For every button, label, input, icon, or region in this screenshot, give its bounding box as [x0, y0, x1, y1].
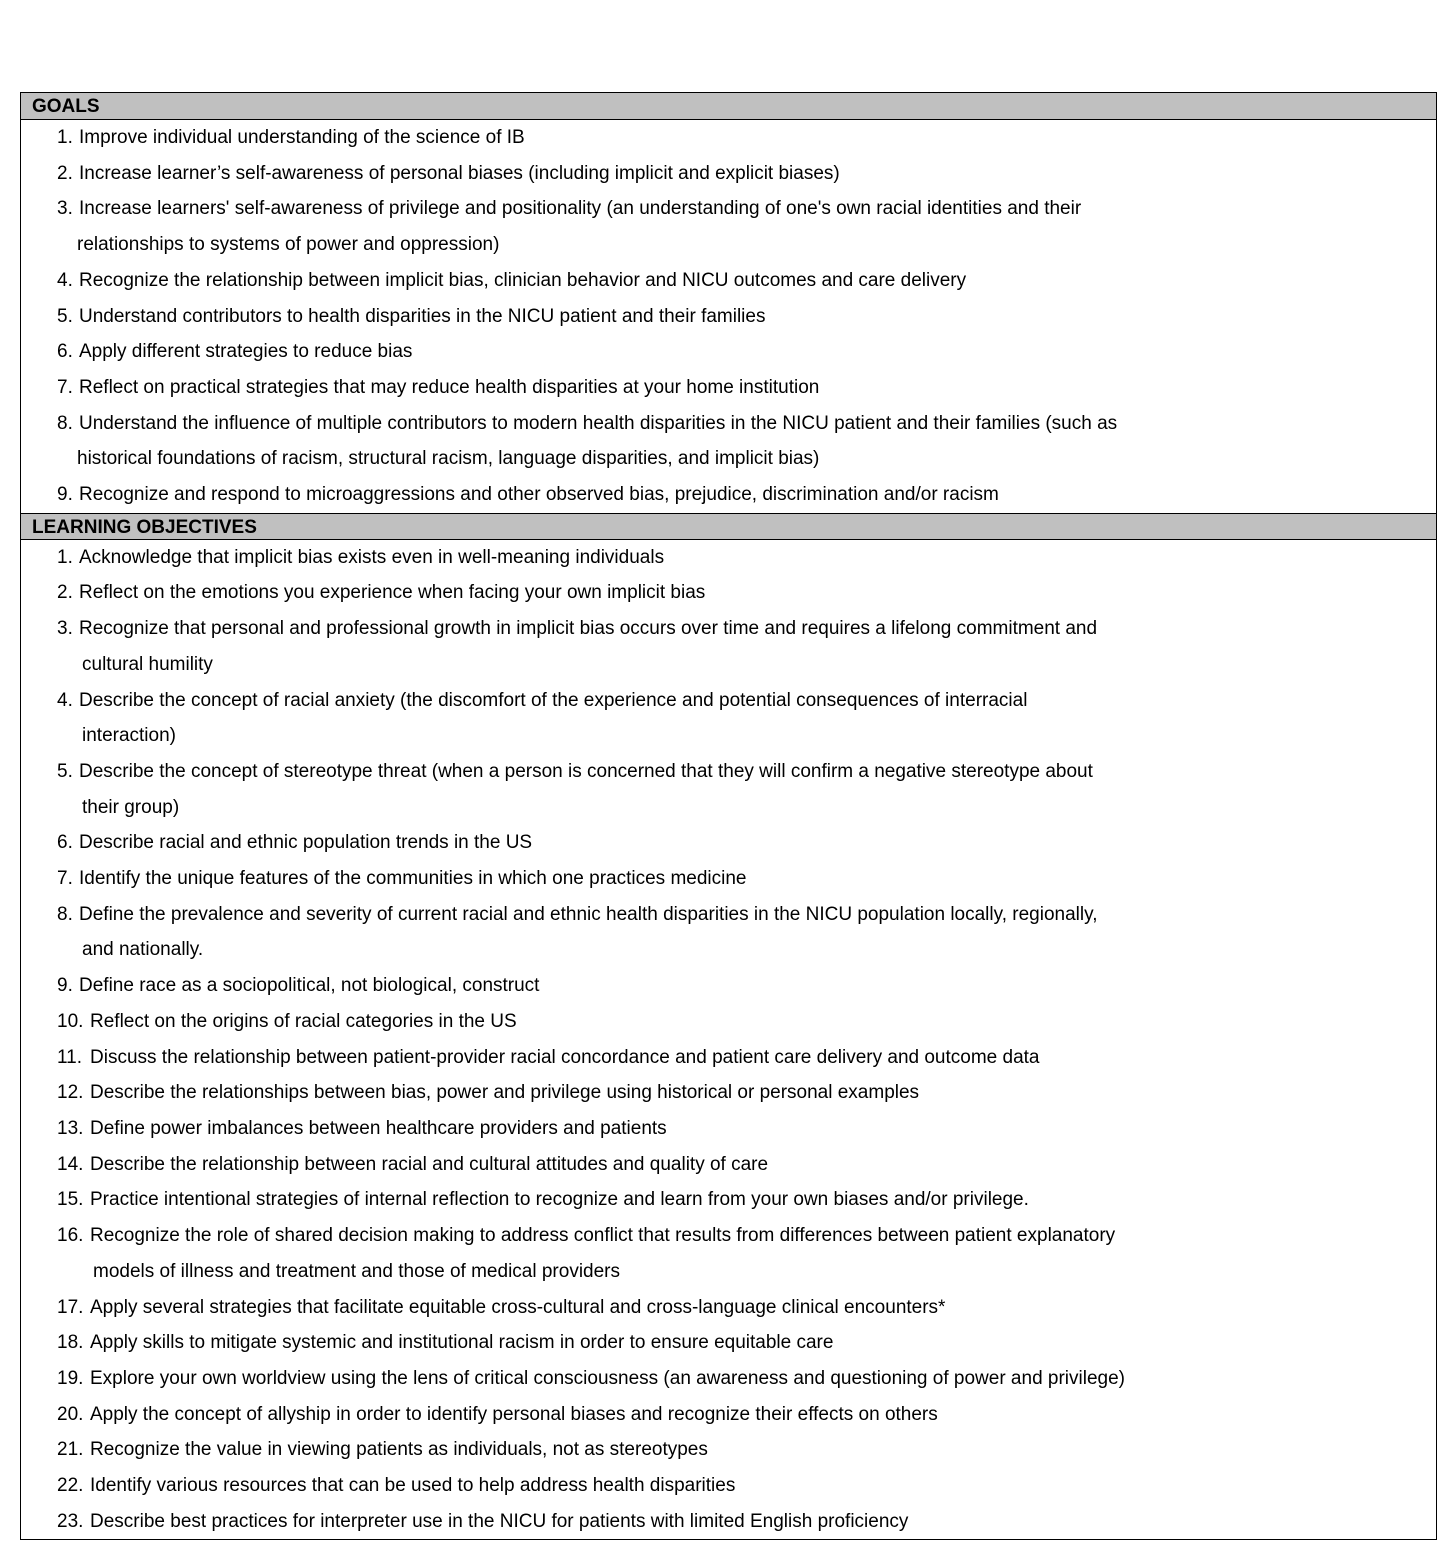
objective-item-number: 1. — [57, 546, 73, 568]
goal-item-line: Reflect on practical strategies that may reduce health disparities at your home institution — [79, 376, 820, 398]
objective-item-line: Describe the concept of racial anxiety (the discomfort of the experience and potential consequences of interracial — [79, 689, 1028, 711]
objective-item-number: 2. — [57, 582, 73, 604]
objective-item — [21, 1504, 1436, 1540]
goal-item-number: 1. — [57, 127, 73, 148]
objective-item-text — [90, 1075, 1210, 1111]
goal-item-number: 5. — [57, 305, 73, 327]
objective-item-continuation: their group) — [82, 796, 180, 818]
goal-item — [21, 406, 1436, 477]
objective-item-line: Describe best practices for interpreter use in the NICU for patients with limited English proficiency — [90, 1510, 909, 1532]
objective-item-number: 13. — [57, 1117, 84, 1139]
objective-item-text — [90, 1361, 1210, 1397]
objective-item-text — [79, 540, 1209, 576]
goal-item — [21, 191, 1436, 262]
objective-item-text — [79, 575, 1209, 611]
objective-item-line: Identify the unique features of the communities in which one practices medicine — [79, 868, 747, 890]
objective-item-number: 15. — [57, 1189, 84, 1211]
objective-item — [21, 861, 1436, 897]
objective-item-line: Apply skills to mitigate systemic and institutional racism in order to ensure equitable care — [90, 1332, 834, 1354]
objective-item — [21, 1182, 1436, 1218]
objective-item — [21, 1397, 1436, 1433]
objective-item — [21, 683, 1436, 754]
objective-item-text — [90, 1432, 1210, 1468]
goal-item-line: Increase learner’s self-awareness of personal biases (including implicit and explicit biases) — [79, 162, 840, 184]
objective-item-number: 17. — [57, 1296, 84, 1318]
goal-item-line: Apply different strategies to reduce bias — [79, 341, 413, 363]
goal-item — [21, 263, 1436, 299]
objective-item-continuation: and nationally. — [82, 939, 204, 961]
goal-item — [21, 477, 1436, 513]
objective-item-number: 4. — [57, 689, 73, 711]
goal-item-number: 2. — [57, 162, 73, 184]
objective-item-line: Identify various resources that can be used to help address health disparities — [90, 1475, 736, 1497]
objective-item-line: Reflect on the emotions you experience when facing your own implicit bias — [79, 582, 706, 604]
objective-item — [21, 1040, 1436, 1076]
objective-item-text — [79, 611, 1209, 682]
objective-item — [21, 1325, 1436, 1361]
objective-item — [21, 611, 1436, 682]
objective-item-text — [90, 1040, 1210, 1076]
learning-objectives-list — [21, 540, 1436, 1540]
goal-item-line: Increase learners' self-awareness of privilege and positionality (an understanding of one's own racial identities and their — [79, 198, 1082, 220]
goal-item — [21, 370, 1436, 406]
goal-item-text — [79, 477, 1209, 513]
objective-item-number: 9. — [57, 975, 73, 997]
objective-item-number: 3. — [57, 618, 73, 640]
objective-item-continuation: interaction) — [82, 725, 176, 747]
objective-item-number: 8. — [57, 903, 73, 925]
objective-item-text — [79, 897, 1209, 968]
objective-item-text — [90, 1325, 1210, 1361]
objective-item-number: 21. — [57, 1439, 84, 1461]
objective-item-number: 7. — [57, 868, 73, 890]
objective-item — [21, 1361, 1436, 1397]
objective-item — [21, 968, 1436, 1004]
goal-item — [21, 299, 1436, 335]
objective-item-line: Recognize the value in viewing patients as individuals, not as stereotypes — [90, 1439, 708, 1461]
goal-item-continuation: historical foundations of racism, structural racism, language disparities, and implicit bias) — [77, 448, 820, 470]
objective-item — [21, 1432, 1436, 1468]
goal-item-text — [79, 370, 1209, 406]
objective-item — [21, 540, 1436, 576]
objective-item-number: 14. — [57, 1153, 84, 1175]
objective-item-line: Acknowledge that implicit bias exists even in well-meaning individuals — [79, 546, 665, 568]
goal-item-text — [79, 263, 1209, 299]
goal-item — [21, 120, 1436, 156]
objective-item-continuation: cultural humility — [82, 653, 213, 675]
objective-item — [21, 1468, 1436, 1504]
objective-item-text — [79, 861, 1209, 897]
goals-header: GOALS — [21, 93, 1436, 120]
goal-item-line: Understand the influence of multiple contributors to modern health disparities in the NICU patient and their families (such as — [79, 412, 1118, 434]
objective-item-number: 23. — [57, 1510, 84, 1532]
objective-item — [21, 1218, 1436, 1289]
objective-item — [21, 1004, 1436, 1040]
objective-item — [21, 1147, 1436, 1183]
objective-item-line: Discuss the relationship between patient-provider racial concordance and patient care delivery and outcome data — [90, 1046, 1040, 1068]
objective-item-line: Explore your own worldview using the lens of critical consciousness (an awareness and questioning of power and privilege) — [90, 1367, 1125, 1389]
objective-item-line: Recognize that personal and professional growth in implicit bias occurs over time and requires a lifelong commitment and — [79, 618, 1098, 640]
objective-item-line: Practice intentional strategies of internal reflection to recognize and learn from your own biases and/or privilege. — [90, 1189, 1029, 1211]
goal-item-text — [79, 299, 1209, 335]
objective-item-text — [79, 968, 1209, 1004]
goal-item — [21, 334, 1436, 370]
objective-item-line: Define the prevalence and severity of current racial and ethnic health disparities in the NICU population locally, regionally, — [79, 903, 1098, 925]
objective-item-text — [90, 1147, 1210, 1183]
goal-item-line: Improve individual understanding of the science of IB — [79, 127, 525, 148]
goal-item-line: Recognize and respond to microaggressions and other observed bias, prejudice, discrimination and/or racism — [79, 484, 999, 506]
learning-objectives-header: LEARNING OBJECTIVES — [21, 513, 1436, 540]
objective-item-number: 12. — [57, 1082, 84, 1104]
objective-item-number: 10. — [57, 1010, 84, 1032]
objective-item-number: 11. — [57, 1046, 83, 1068]
objective-item-line: Describe racial and ethnic population trends in the US — [79, 832, 533, 854]
objective-item — [21, 825, 1436, 861]
objective-item-number: 6. — [57, 832, 73, 854]
objective-item-line: Describe the relationship between racial and cultural attitudes and quality of care — [90, 1153, 769, 1175]
objective-item-line: Define race as a sociopolitical, not biological, construct — [79, 975, 540, 997]
objective-item-text — [90, 1111, 1210, 1147]
goal-item-line: Understand contributors to health disparities in the NICU patient and their families — [79, 305, 766, 327]
goal-item-number: 8. — [57, 412, 73, 434]
objective-item — [21, 1290, 1436, 1326]
objective-item-text — [79, 754, 1209, 825]
goals-list — [21, 120, 1436, 513]
objective-item-line: Recognize the role of shared decision making to address conflict that results from differences between patient explanatory — [90, 1225, 1116, 1247]
objective-item — [21, 1075, 1436, 1111]
objective-item-number: 18. — [57, 1332, 84, 1354]
objective-item-text — [90, 1504, 1210, 1540]
objective-item-number: 5. — [57, 760, 73, 782]
objective-item — [21, 1111, 1436, 1147]
objective-item-line: Describe the concept of stereotype threat (when a person is concerned that they will confirm a negative stereotype about — [79, 760, 1093, 782]
goals-objectives-table — [20, 92, 1437, 1540]
objective-item — [21, 897, 1436, 968]
objective-item-line: Apply the concept of allyship in order to identify personal biases and recognize their effects on others — [90, 1403, 938, 1425]
goal-item-text — [79, 334, 1209, 370]
objective-item — [21, 754, 1436, 825]
goal-item-continuation: relationships to systems of power and oppression) — [77, 234, 500, 256]
goal-item-number: 4. — [57, 269, 73, 291]
objective-item-line: Describe the relationships between bias, power and privilege using historical or personal examples — [90, 1082, 920, 1104]
objective-item-line: Reflect on the origins of racial categories in the US — [90, 1010, 517, 1032]
objective-item-text — [90, 1218, 1210, 1289]
goal-item-text — [79, 406, 1209, 477]
goal-item-number: 3. — [57, 198, 73, 220]
objective-item-number: 19. — [57, 1367, 84, 1389]
objective-item-line: Define power imbalances between healthcare providers and patients — [90, 1117, 667, 1139]
goal-item — [21, 156, 1436, 192]
goal-item-text — [79, 120, 1209, 156]
objective-item-text — [90, 1468, 1210, 1504]
objective-item-text — [90, 1397, 1210, 1433]
objective-item — [21, 575, 1436, 611]
objective-item-number: 20. — [57, 1403, 84, 1425]
goal-item-text — [79, 156, 1209, 192]
goal-item-line: Recognize the relationship between implicit bias, clinician behavior and NICU outcomes and care delivery — [79, 269, 967, 291]
objective-item-text — [79, 825, 1209, 861]
objective-item-text — [90, 1290, 1210, 1326]
objective-item-text — [90, 1004, 1210, 1040]
goal-item-number: 6. — [57, 341, 73, 363]
goal-item-text — [79, 191, 1209, 262]
objective-item-number: 16. — [57, 1225, 84, 1247]
objective-item-continuation: models of illness and treatment and those of medical providers — [93, 1260, 620, 1282]
objective-item-text — [79, 683, 1209, 754]
objective-item-line: Apply several strategies that facilitate equitable cross-cultural and cross-language clinical encounters* — [90, 1296, 946, 1318]
goal-item-number: 7. — [57, 376, 73, 398]
goal-item-number: 9. — [57, 484, 73, 506]
objective-item-text — [90, 1182, 1210, 1218]
objective-item-number: 22. — [57, 1475, 84, 1497]
